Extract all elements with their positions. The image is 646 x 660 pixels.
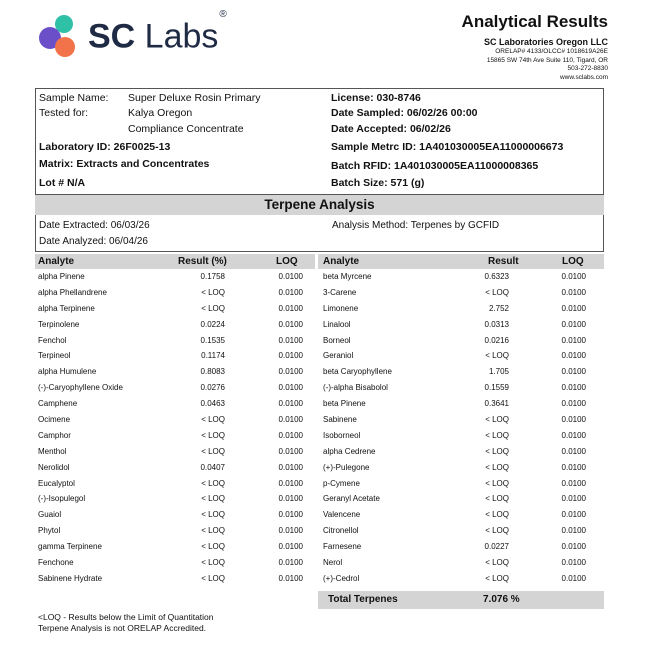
laboratory-id: Laboratory ID: 26F0025-13 [39, 141, 171, 153]
loq-value: 0.0100 [561, 494, 586, 504]
date-extracted: Date Extracted: 06/03/26 [39, 220, 150, 231]
table-row [318, 333, 604, 349]
table-row [35, 412, 315, 428]
loq-value: 0.0100 [561, 272, 586, 281]
analyte-name: Borneol [323, 335, 351, 345]
analyte-name: alpha Pinene [38, 272, 85, 281]
table-body [35, 269, 315, 587]
loq-value: 0.0100 [278, 446, 303, 456]
analyte-name: Linalool [323, 319, 351, 329]
result-value: 0.1559 [484, 383, 509, 393]
loq-value: 0.0100 [561, 287, 586, 297]
table-row [35, 348, 315, 364]
analyte-name: Guaiol [38, 510, 62, 520]
loq-value: 0.0100 [561, 510, 586, 520]
table-row [318, 571, 604, 587]
loq-value: 0.0100 [561, 542, 586, 552]
analyte-name: gamma Terpinene [38, 542, 102, 552]
table-row [318, 396, 604, 412]
analyte-name: (+)-Cedrol [323, 573, 360, 583]
analyte-name: alpha Terpinene [38, 303, 95, 313]
table-row [318, 428, 604, 444]
loq-value: 0.0100 [278, 319, 303, 329]
analyte-name: Nerolidol [38, 462, 70, 472]
analysis-method: Analysis Method: Terpenes by GCFID [332, 220, 500, 231]
license-number: License: 030-8746 [331, 92, 421, 104]
table-row [35, 444, 315, 460]
analyte-name: beta Caryophyllene [323, 367, 392, 377]
loq-value: 0.0100 [278, 494, 303, 504]
result-value: < LOQ [485, 494, 509, 504]
table-row [35, 364, 315, 380]
result-value: < LOQ [485, 446, 509, 456]
table-row [35, 428, 315, 444]
table-row [318, 460, 604, 476]
total-terpenes-bar [318, 591, 604, 609]
result-value: 0.1535 [200, 335, 225, 345]
date-accepted: Date Accepted: 06/02/26 [331, 123, 451, 135]
loq-value: 0.0100 [561, 478, 586, 488]
table-row [35, 555, 315, 571]
footnote-accreditation: Terpene Analysis is not ORELAP Accredited. [38, 623, 207, 633]
analyte-name: beta Pinene [323, 399, 366, 409]
result-value: < LOQ [201, 446, 225, 456]
analyte-name: Sabinene [323, 415, 357, 425]
table-row [318, 380, 604, 396]
analyte-name: Isoborneol [323, 430, 361, 440]
analyte-name: Nerol [323, 558, 343, 568]
table-row [318, 476, 604, 492]
loq-value: 0.0100 [278, 303, 303, 313]
result-value: 0.3641 [484, 399, 509, 409]
loq-value: 0.0100 [561, 399, 586, 409]
result-value: < LOQ [201, 415, 225, 425]
report-title: Analytical Results [461, 12, 608, 31]
table-row [318, 523, 604, 539]
loq-value: 0.0100 [278, 367, 303, 377]
loq-value: 0.0100 [561, 526, 586, 536]
result-value: 0.0227 [484, 542, 509, 552]
lab-website: www.sclabs.com [559, 73, 608, 81]
terpene-dates-box [35, 215, 604, 252]
loq-value: 0.0100 [278, 335, 303, 345]
brand-name [88, 9, 227, 56]
loq-value: 0.0100 [278, 383, 303, 393]
sample-info-box [35, 88, 604, 195]
table-row [35, 317, 315, 333]
analyte-name: (+)-Pulegone [323, 462, 370, 472]
loq-value: 0.0100 [278, 415, 303, 425]
brand-name-light: Labs [135, 17, 219, 56]
column-header-loq: LOQ [276, 256, 298, 267]
column-header-analyte: Analyte [323, 256, 360, 267]
terpene-table-left [35, 254, 315, 587]
result-value: < LOQ [201, 526, 225, 536]
loq-value: 0.0100 [278, 526, 303, 536]
table-row [35, 269, 315, 285]
result-value: < LOQ [201, 478, 225, 488]
loq-value: 0.0100 [561, 303, 586, 313]
loq-value: 0.0100 [278, 430, 303, 440]
loq-value: 0.0100 [278, 287, 303, 297]
result-value: < LOQ [201, 558, 225, 568]
table-row [35, 571, 315, 587]
analyte-name: Camphor [38, 430, 71, 440]
result-value: < LOQ [485, 287, 509, 297]
date-sampled: Date Sampled: 06/02/26 00:00 [331, 107, 478, 119]
table-row [35, 301, 315, 317]
analyte-name: Menthol [38, 446, 67, 456]
analyte-name: Terpinolene [38, 319, 80, 329]
analyte-name: 3-Carene [323, 287, 357, 297]
lab-phone: 503-272-8830 [567, 65, 608, 73]
loq-value: 0.0100 [278, 558, 303, 568]
result-value: < LOQ [201, 303, 225, 313]
table-row [35, 507, 315, 523]
terpene-section-title: Terpene Analysis [35, 195, 604, 215]
result-value: < LOQ [201, 542, 225, 552]
analyte-name: alpha Humulene [38, 367, 97, 377]
analyte-name: alpha Cedrene [323, 446, 376, 456]
analyte-name: Geranyl Acetate [323, 494, 380, 504]
lab-accreditation: ORELAP# 4133/OLCC# 1018619A26E [495, 48, 608, 55]
table-header [318, 254, 604, 269]
lab-header [462, 12, 608, 82]
column-header-result: Result [488, 256, 519, 267]
column-header-analyte: Analyte [38, 256, 75, 267]
table-row [35, 333, 315, 349]
analyte-name: beta Myrcene [323, 272, 372, 281]
result-value: < LOQ [201, 494, 225, 504]
analyte-name: Sabinene Hydrate [38, 573, 103, 583]
result-value: 1.705 [488, 367, 509, 377]
analyte-name: Ocimene [38, 415, 71, 425]
terpene-table-right [318, 254, 604, 587]
analyte-name: Terpineol [38, 351, 71, 361]
analyte-name: Geraniol [323, 351, 354, 361]
table-row [318, 317, 604, 333]
result-value: < LOQ [485, 510, 509, 520]
table-row [318, 285, 604, 301]
analyte-name: (-)-alpha Bisabolol [323, 383, 388, 393]
loq-value: 0.0100 [278, 351, 303, 361]
loq-value: 0.0100 [278, 399, 303, 409]
analyte-name: Phytol [38, 526, 61, 536]
total-terpenes-value: 7.076 % [483, 594, 520, 605]
analyte-name: Eucalyptol [38, 478, 75, 488]
table-row [318, 507, 604, 523]
batch-size: Batch Size: 571 (g) [331, 177, 425, 189]
table-row [318, 301, 604, 317]
result-value: < LOQ [201, 430, 225, 440]
table-row [35, 460, 315, 476]
analyte-name: Fenchone [38, 558, 74, 568]
footnote-loq: <LOQ - Results below the Limit of Quantitation [38, 612, 214, 622]
brand-name-bold: SC [88, 17, 136, 56]
table-row [35, 285, 315, 301]
analyte-name: Limonene [323, 303, 359, 313]
table-row [318, 412, 604, 428]
result-value: 0.6323 [484, 272, 509, 281]
lot-number: Lot # N/A [39, 177, 86, 189]
sample-metrc-id: Sample Metrc ID: 1A401030005EA11000006673 [331, 141, 564, 153]
loq-value: 0.0100 [278, 510, 303, 520]
loq-value: 0.0100 [561, 319, 586, 329]
result-value: < LOQ [485, 430, 509, 440]
table-row [318, 555, 604, 571]
total-terpenes-label: Total Terpenes [328, 594, 398, 605]
result-value: < LOQ [485, 351, 509, 361]
table-row [318, 348, 604, 364]
result-value: 0.0276 [200, 383, 225, 393]
lab-address: 15865 SW 74th Ave Suite 110, Tigard, OR [486, 56, 608, 64]
registered-mark: ® [219, 9, 227, 20]
loq-value: 0.0100 [561, 335, 586, 345]
column-header-loq: LOQ [562, 256, 584, 267]
analyte-name: alpha Phellandrene [38, 287, 107, 297]
table-row [35, 491, 315, 507]
column-header-result: Result (%) [178, 256, 227, 267]
loq-value: 0.0100 [561, 430, 586, 440]
loq-value: 0.0100 [561, 573, 586, 583]
result-value: < LOQ [485, 415, 509, 425]
loq-value: 0.0100 [561, 446, 586, 456]
analyte-name: (-)-Caryophyllene Oxide [38, 383, 123, 393]
result-value: 0.0224 [200, 319, 225, 329]
result-value: < LOQ [485, 526, 509, 536]
analyte-name: Valencene [323, 510, 361, 520]
result-value: < LOQ [485, 558, 509, 568]
sample-matrix: Matrix: Extracts and Concentrates [39, 158, 210, 170]
analyte-name: Citronellol [323, 526, 359, 536]
loq-value: 0.0100 [278, 272, 303, 281]
analyte-name: Camphene [38, 399, 78, 409]
sample-name-label: Sample Name: [39, 92, 109, 104]
result-value: 0.1174 [201, 351, 225, 361]
analyte-name: p-Cymene [323, 478, 360, 488]
result-value: 0.0216 [484, 335, 509, 345]
loq-value: 0.0100 [561, 415, 586, 425]
lab-company-name: SC Laboratories Oregon LLC [483, 37, 608, 47]
result-value: 0.1758 [200, 272, 225, 281]
batch-rfid: Batch RFID: 1A401030005EA11000008365 [331, 160, 539, 172]
loq-value: 0.0100 [278, 573, 303, 583]
result-value: 0.0313 [484, 319, 509, 329]
result-value: 0.8083 [200, 367, 225, 377]
result-value: 2.752 [488, 303, 509, 313]
table-row [318, 491, 604, 507]
table-row [35, 523, 315, 539]
analyte-name: Fenchol [38, 335, 67, 345]
loq-value: 0.0100 [561, 462, 586, 472]
loq-value: 0.0100 [561, 383, 586, 393]
result-value: < LOQ [201, 510, 225, 520]
table-row [318, 539, 604, 555]
result-value: < LOQ [485, 478, 509, 488]
tested-for-label: Tested for: [39, 107, 89, 119]
table-row [35, 396, 315, 412]
footnotes [38, 612, 214, 634]
table-row [35, 476, 315, 492]
loq-value: 0.0100 [561, 367, 586, 377]
result-value: < LOQ [485, 462, 509, 472]
result-value: < LOQ [201, 287, 225, 297]
table-row [35, 539, 315, 555]
analyte-name: Farnesene [323, 542, 362, 552]
table-row [318, 444, 604, 460]
table-row [318, 269, 604, 285]
tested-for-value: Kalya Oregon [128, 107, 193, 119]
analyte-name: (-)-Isopulegol [38, 494, 86, 504]
sample-category: Compliance Concentrate [128, 123, 244, 135]
result-value: < LOQ [201, 573, 225, 583]
loq-value: 0.0100 [278, 478, 303, 488]
result-value: 0.0407 [200, 462, 225, 472]
loq-value: 0.0100 [278, 462, 303, 472]
table-body [318, 269, 604, 587]
loq-value: 0.0100 [561, 351, 586, 361]
result-value: 0.0463 [200, 399, 225, 409]
table-row [318, 364, 604, 380]
result-value: < LOQ [485, 573, 509, 583]
table-row [35, 380, 315, 396]
sample-name-value: Super Deluxe Rosin Primary [128, 92, 261, 104]
date-analyzed: Date Analyzed: 06/04/26 [39, 236, 148, 247]
table-header [35, 254, 315, 269]
loq-value: 0.0100 [278, 542, 303, 552]
loq-value: 0.0100 [561, 558, 586, 568]
